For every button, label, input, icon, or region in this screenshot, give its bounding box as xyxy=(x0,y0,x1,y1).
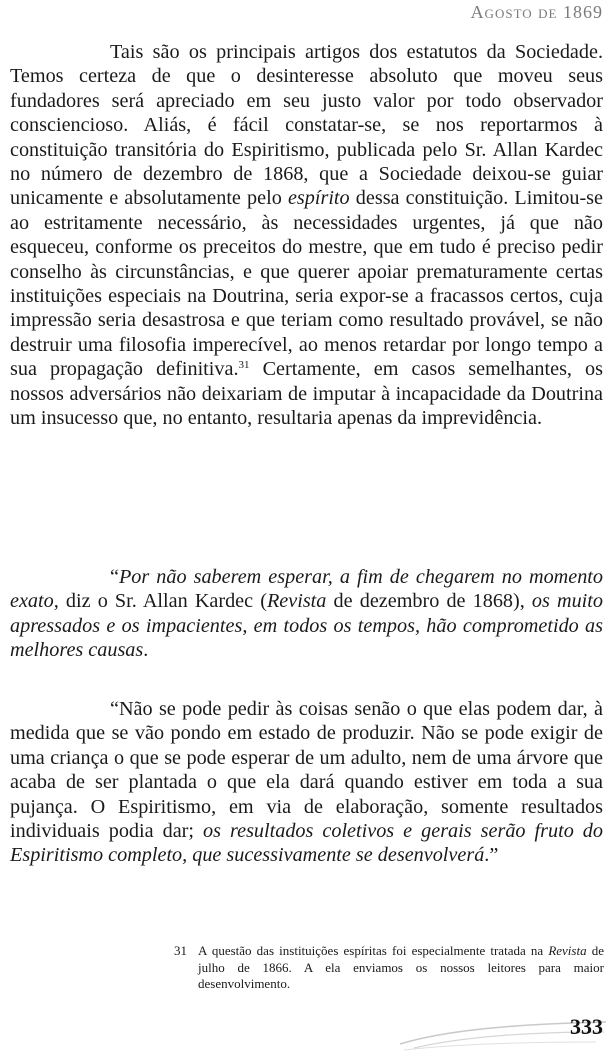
footnote-text-a: A questão das instituições espíritas foi especialmente tratada na xyxy=(198,943,549,958)
paragraph-1-emphasis: espírito xyxy=(287,187,350,210)
paragraph-3-quote xyxy=(10,697,603,868)
footnote-text xyxy=(198,943,604,993)
paragraph-1-text-b: dessa constituição. Limitou-se ao estritamente necessário, às necessidades urgentes, já que não esqueceu, conforme os preceitos do mestre, que em tudo é preciso pedir conselho às circunstâncias, e que querer apoiar prematuramente certas instituições especiais na Doutrina, seria expor-se a fracassos certos, cuja impressão seria desastrosa e que teriam como resultado provável, se não destruir uma filosofia imperecível, ao menos retardar por longo tempo a sua propagação definitiva. xyxy=(10,187,603,381)
footnote-revista-title: Revista xyxy=(548,943,587,958)
paragraph-2-text-c: . xyxy=(143,639,149,662)
quote-italic-a: Por não saberem esperar, a fim de chegarem no momento exato, xyxy=(10,566,603,613)
quote-italic: os resultados coletivos e gerais serão fruto do Espiritismo completo, que sucessivamente se desenvolverá xyxy=(10,820,603,867)
footnote-text-b: de julho de 1866. A ela enviamos os nossos leitores para maior desenvolvimento. xyxy=(198,943,604,991)
paragraph-2-quote xyxy=(10,565,603,663)
revista-title: Revista xyxy=(266,590,327,613)
paragraph-1-text-a: Tais são os principais artigos dos estatutos da Sociedade. Temos certeza de que o desinteresse absoluto que moveu seus fundadores será apreciado em seu justo valor por todo observador consciencioso. Aliás, é fácil constatar-se, se nos reportarmos à constituição transitória do Espiritismo, publicada pelo Sr. Allan Kardec no número de dezembro de 1868, que a Sociedade deixou-se guiar unicamente e absolutamente pelo xyxy=(10,41,603,210)
paragraph-3-text-a: “Não se pode pedir às coisas senão o que elas podem dar, à medida que se vão pondo em estado de produzir. Não se pode exigir de uma criança o que se pode esperar de um adulto, nem de uma árvore que acaba de ser plantada o que ela dará quando estiver em toda a sua pujança. O Espiritismo, em via de elaboração, somente resultados individuais podia dar; xyxy=(10,698,603,843)
paragraph-2-text-a: diz o Sr. Allan Kardec ( xyxy=(58,590,267,613)
footnote xyxy=(174,943,604,993)
running-header: Agosto de 1869 xyxy=(470,2,603,22)
paragraph-3-text-b: .” xyxy=(484,844,499,867)
paragraph-2-text-b: de dezembro de 1868), xyxy=(326,590,532,613)
paragraph-1-text-c: Certamente, em casos semelhantes, os nossos adversários não deixariam de imputar à incapacidade da Doutrina um insucesso que, no entanto, resultaria apenas da imprevidência. xyxy=(10,358,603,430)
open-quote: “ xyxy=(110,566,119,588)
page-number: 333 xyxy=(570,1014,603,1039)
quote-italic-c: os muito apressados e os impacientes, em todos os tempos, hão comprometido as melhores causas xyxy=(10,590,603,662)
footnote-number: 31 xyxy=(174,943,187,958)
paragraph-1 xyxy=(10,40,603,431)
footnote-reference[interactable]: 31 xyxy=(238,359,250,372)
